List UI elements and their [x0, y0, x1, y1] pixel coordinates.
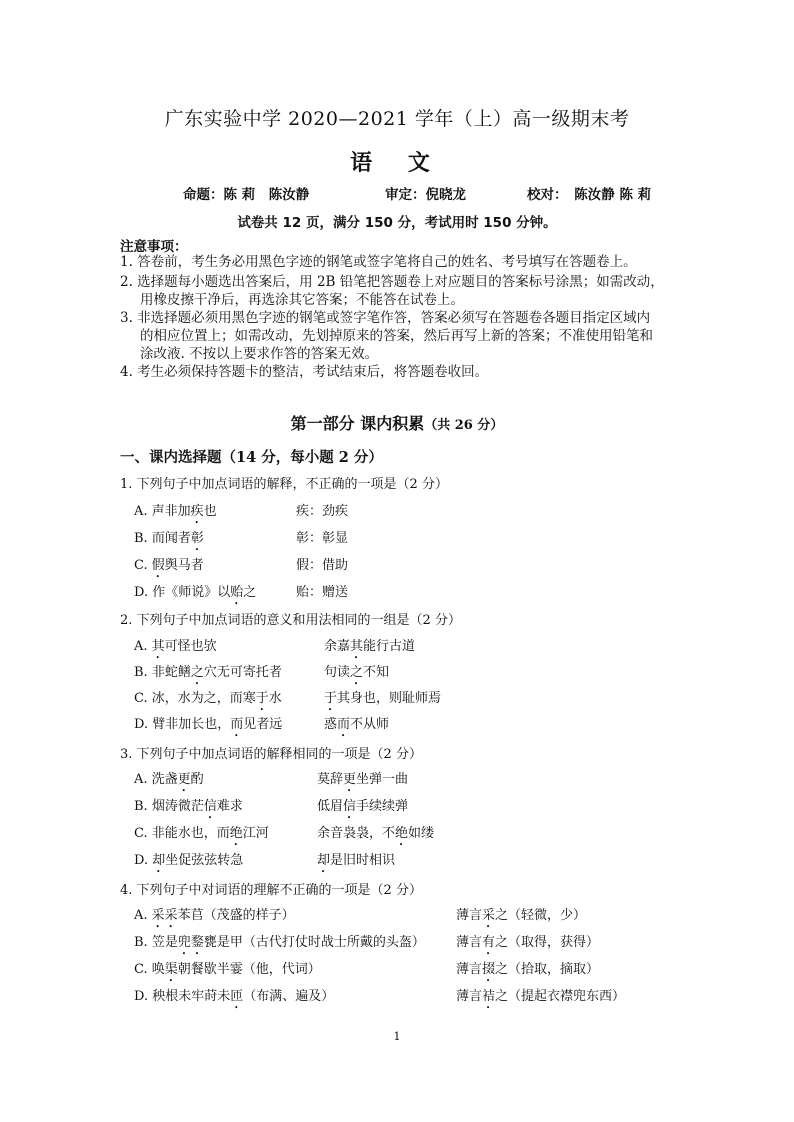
question-stem: 2. 下列句子中加点词语的意义和用法相同的一组是（2 分） — [120, 613, 461, 628]
question-stem: 4. 下列句子中对词语的理解不正确的一项是（2 分） — [120, 883, 422, 898]
option-left: D. 秧根未牢莳未匝（布满、遍及） — [134, 989, 335, 1004]
option-right: 莫辞更坐弹一曲 — [317, 772, 409, 787]
reviewer-credit: 审定：倪晓龙 — [385, 187, 466, 203]
option-left: A. 采采苯苢（茂盛的样子） — [134, 908, 295, 923]
option-right: 惑而不从师 — [324, 717, 390, 732]
option-right: 薄言掇之（拾取，摘取） — [456, 962, 600, 977]
option-left: D. 臂非加长也，而见者远 — [134, 717, 283, 732]
notice-item: 2. 选择题每小题选出答案后，用 2B 铅笔把答题卷上对应题目的答案标号涂黑；如需改动， — [120, 274, 664, 290]
option-right: 句读之不知 — [324, 665, 390, 680]
option-right: 薄言袺之（提起衣襟兜东西） — [456, 989, 626, 1004]
option-left: B. 烟涛微茫信难求 — [134, 799, 243, 814]
option-left: A. 声非加疾也 — [134, 504, 217, 519]
part-title — [0, 411, 794, 434]
notice-item: 的相应位置上；如需改动，先划掉原来的答案，然后再写上新的答案；不准使用铅笔和 — [140, 328, 653, 344]
option-left: D. 作《师说》以贻之 — [134, 585, 257, 600]
option-left: A. 洗盏更酌 — [134, 772, 204, 787]
notice-item: 3. 非选择题必须用黑色字迹的钢笔或签字笔作答，答案必须写在答题卷各题目指定区域内 — [120, 310, 651, 326]
part-title-text: 第一部分 课内积累 — [290, 414, 425, 433]
option-right: 薄言采之（轻微，少） — [456, 908, 587, 923]
option-left: C. 假舆马者 — [134, 558, 204, 573]
option-left: A. 其可怪也欤 — [134, 639, 217, 654]
page-number: 1 — [393, 1030, 401, 1043]
option-right: 于其身也，则耻师焉 — [324, 691, 442, 706]
notice-item: 涂改液. 不按以上要求作答的答案无效。 — [140, 346, 379, 362]
option-left: B. 笠是兜鍪甕是甲（古代打仗时战士所戴的头盔） — [134, 935, 425, 950]
option-right: 疾：劲疾 — [296, 504, 349, 519]
option-right: 余音袅袅，不绝如缕 — [317, 826, 435, 841]
option-left: C. 冰，水为之，而寒于水 — [134, 691, 282, 706]
option-right: 贻：赠送 — [296, 585, 349, 600]
subject-title: 语 文 — [350, 150, 444, 176]
option-right: 却是旧时相识 — [317, 853, 396, 868]
setter-credit: 命题：陈 莉 陈汝静 — [183, 187, 310, 203]
exam-info: 试卷共 12 页，满分 150 分，考试用时 150 分钟。 — [237, 215, 557, 231]
option-left: D. 却坐促弦弦转急 — [134, 853, 244, 868]
option-right: 彰：彰显 — [296, 531, 349, 546]
question-stem: 1. 下列句子中加点词语的解释，不正确的一项是（2 分） — [120, 477, 448, 492]
option-right: 低眉信手续续弹 — [317, 799, 409, 814]
proofreader-credit: 校对： 陈汝静 陈 莉 — [527, 187, 652, 203]
option-left: C. 非能水也，而绝江河 — [134, 826, 269, 841]
notice-item: 1. 答卷前，考生务必用黑色字迹的钢笔或签字笔将自己的姓名、考号填写在答题卷上。 — [120, 254, 637, 270]
exam-title: 广东实验中学 2020—2021 学年（上）高一级期末考 — [164, 108, 630, 130]
option-left: B. 而闻者彰 — [134, 531, 204, 546]
question-stem: 3. 下列句子中加点词语的解释相同的一项是（2 分） — [120, 747, 422, 762]
option-right: 薄言有之（取得，获得） — [456, 935, 600, 950]
option-left: C. 唤渠朝餐歇半霎（他，代词） — [134, 962, 321, 977]
notice-item: 4. 考生必须保持答题卡的整洁，考试结束后，将答题卷收回。 — [120, 364, 489, 380]
option-left: B. 非蛇鳝之穴无可寄托者 — [134, 665, 282, 680]
part-score: （共 26 分） — [424, 418, 504, 433]
option-right: 余嘉其能行古道 — [324, 639, 416, 654]
notice-title: 注意事项： — [120, 239, 188, 255]
notice-item: 用橡皮擦干净后，再选涂其它答案；不能答在试卷上。 — [140, 292, 464, 308]
option-right: 假：借助 — [296, 558, 349, 573]
section-title: 一、课内选择题（14 分，每小题 2 分） — [120, 449, 383, 466]
